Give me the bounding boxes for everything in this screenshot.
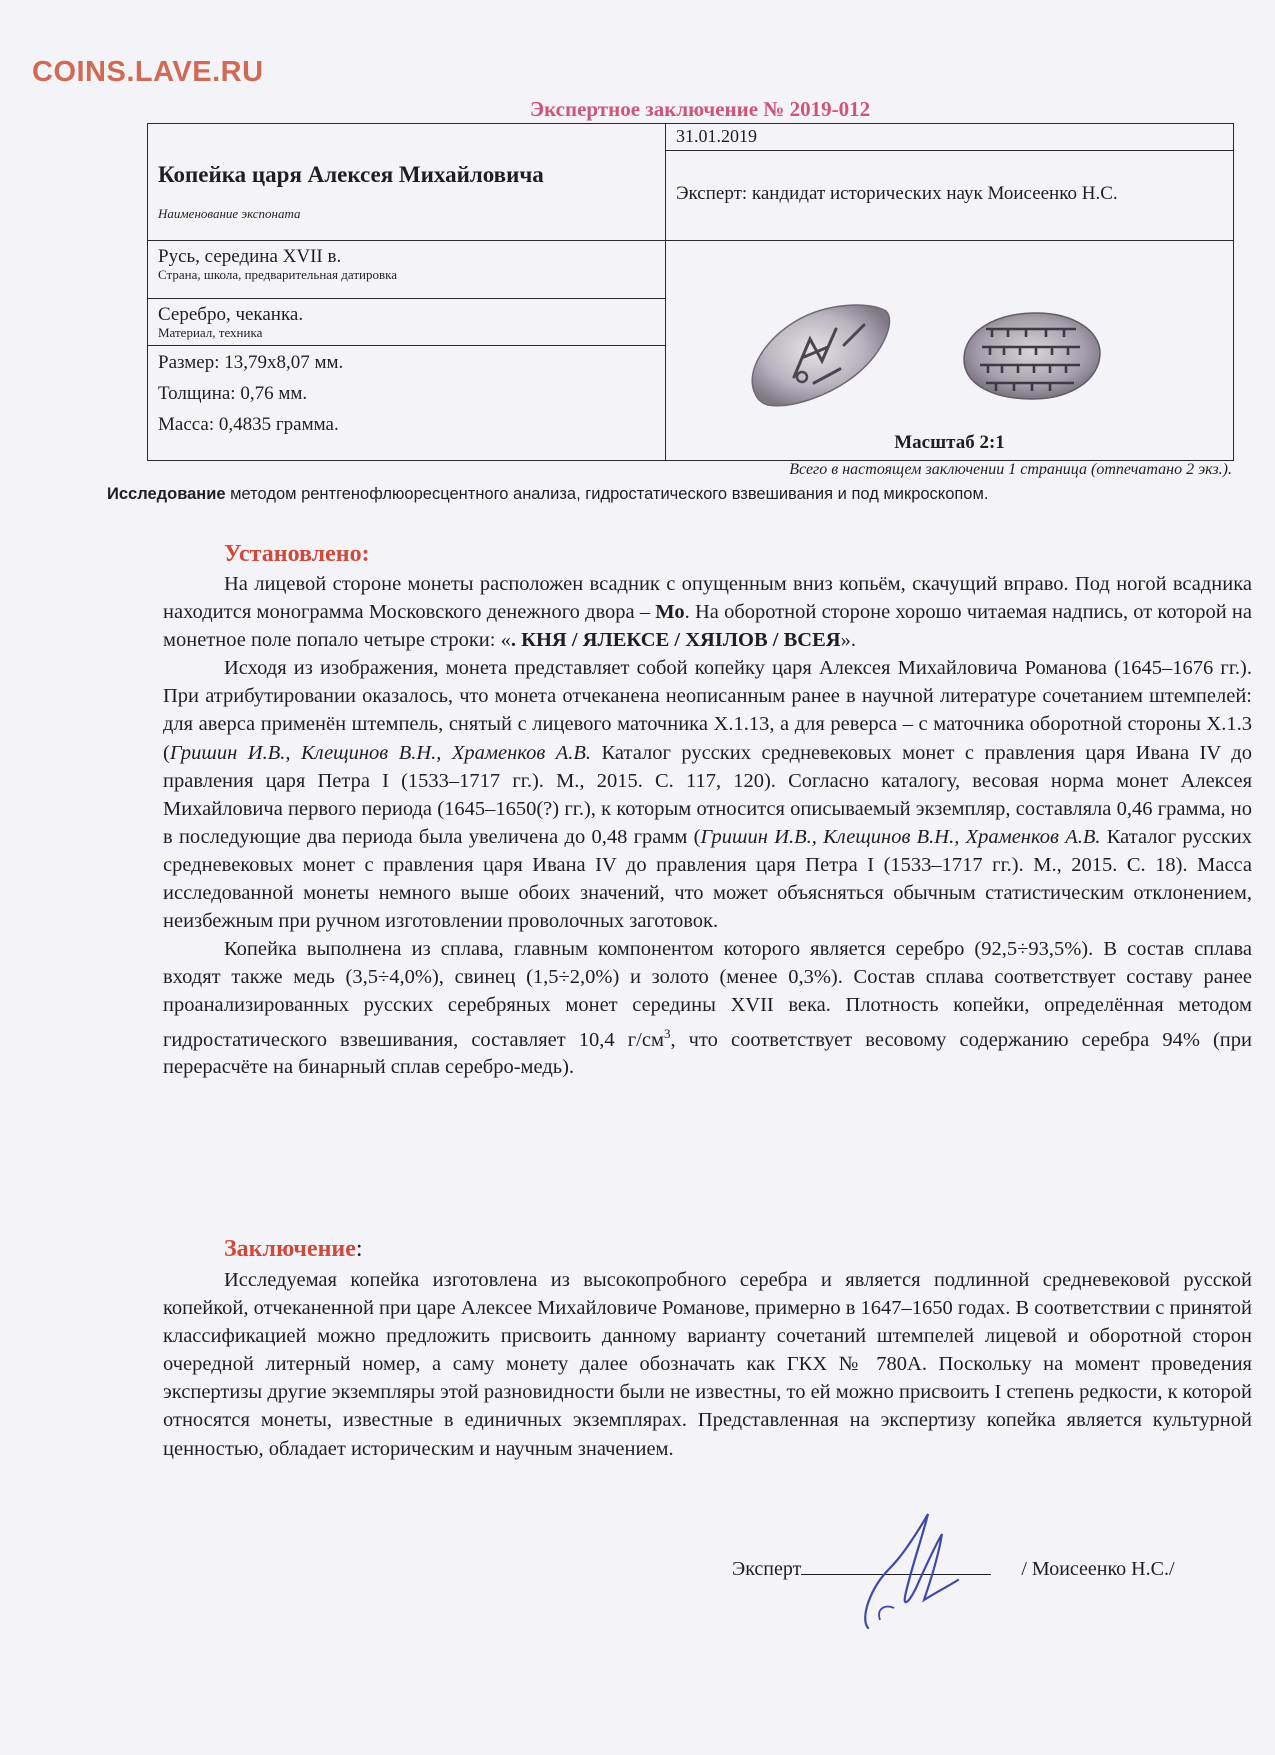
established-paragraph-3 [163,935,1252,1081]
superscript: 3 [663,1025,671,1041]
measurements-cell [148,346,666,461]
research-label: Исследование [107,485,226,503]
date-cell [666,124,1234,151]
document-title: Экспертное заключение № 2019-012 [529,97,871,121]
pages-note: Всего в настоящем заключении 1 страница (отпечатано 2 экз.). [789,461,1232,478]
origin-caption: Страна, школа, предварительная датировка [158,267,397,282]
signature-label: Эксперт [732,1558,802,1580]
mint-monogram: Мо [655,601,685,624]
text-run: Каталог русских средневековых монет с правления царя Ивана IV до правления царя Петра I (1533–1717 гг.). М., 2015. С. 18). Масса исследованной монеты немного выше обоих значений, что может объясняться обычным статистическим отклонением, неизбежным при ручном изготовлении проволочных заготовок. [163,825,1252,933]
established-paragraph-1 [163,570,1252,654]
citation-authors: Гришин И.В., Клещинов В.Н., Храменков А.В. [169,741,592,764]
text-run: Исходя из изображения, монета представляет собой копейку царя Алексея Михайловича Романова (1645–1676 гг.). При атрибутировании оказалось, что монета отчеканена неописанным ранее в научной литературе сочетанием штемпелей: для аверса применён штемпель, снятый с лицевого маточника Х.1.13, а для реверса – с маточника оборотной стороны Х.1.3 ( [163,657,1252,764]
exhibit-name: Копейка царя Алексея Михайловича [158,162,544,187]
material-caption: Материал, техника [158,325,263,340]
established-body [163,570,1252,1082]
research-text: методом рентгенофлюоресцентного анализа, гидростатического взвешивания и под микроскопом. [225,485,989,503]
coin-legend: . КНЯ / ЯЛЕКСЕ / ХЯІЛОВ / ВСЕЯ [510,629,841,652]
mass-value: Масса: 0,4835 грамма. [158,414,339,435]
signer-name: / Моисеенко Н.С./ [1021,1558,1175,1580]
conclusion-heading-text: Заключение [224,1236,356,1262]
watermark-text: COINS.LAVE.RU [32,56,264,88]
exhibit-caption: Наименование экспоната [158,206,301,221]
text-run: , что соответствует весовому содержанию серебра 94% (при перерасчёте на бинарный сплав серебро-медь). [163,1028,1252,1079]
thickness-value: Толщина: 0,76 мм. [158,383,308,404]
conclusion-colon: : [355,1236,363,1262]
material-value: Серебро, чеканка. [158,304,304,325]
origin-cell [148,241,666,299]
text-run: Копейка выполнена из сплава, главным компонентом которого является серебро (92,5÷93,5%). В состав сплава входят также медь (3,5÷4,0%), свинец (1,5÷2,0%) и золото (менее 0,3%). Состав сплава соответствует составу ранее проанализированных русских серебряных монет середины XVII века. Плотность копейки, определённая методом гидростатического взвешивания, составляет 10,4 г/см [163,938,1252,1051]
conclusion-paragraph: Исследуемая копейка изготовлена из высокопробного серебра и является подлинной средневековой русской копейкой, отчеканенной при царе Алексее Михайловиче Романове, примерно в 1647–1650 годах. В соответствии с принятой классификацией можно предложить присвоить данному варианту сочетаний штемпелей лицевой и оборотной сторон очередной литерный номер, а саму монету далее обозначать как ГКХ № 780А. Поскольку на момент проведения экспертизы другие экземпляры этой разновидности были не известны, то ей можно присвоить I степень редкости, к которой относятся монеты, известные в единичных экземплярах. Представленная на экспертизу копейка является культурной ценностью, обладает историческим и научным значением. [163,1269,1252,1460]
text-run: ». [840,629,856,652]
expert-credentials: Эксперт: кандидат исторических наук Моисеенко Н.С. [676,183,1118,204]
coin-photo-cell [666,241,1234,461]
exhibit-info-table [147,123,1234,461]
text-run: На лицевой стороне монеты расположен всадник с опущенным вниз копьём, скачущий вправо. Под ногой всадника находится монограмма Московского денежного двора – [163,573,1252,624]
text-run: Каталог русских средневековых монет с правления царя Ивана IV до правления царя Петра I (1533–1717 гг.). М., 2015. С. 117, 120). Согласно каталогу, весовая норма монет Алексея Михайловича первого периода (1645–1650(?) гг.), к которым относится описываемый экземпляр, составляла 0,46 грамма, но в последующие два периода была увеличена до 0,48 грамм ( [163,741,1252,848]
citation-authors: Гришин И.В., Клещинов В.Н., Храменков А.В. [700,825,1101,848]
material-cell [148,299,666,346]
size-value: Размер: 13,79х8,07 мм. [158,352,344,373]
research-method [107,485,988,504]
origin-value: Русь, середина XVII в. [158,246,342,267]
established-paragraph-2 [163,654,1252,935]
established-heading: Установлено: [224,541,370,567]
conclusion-body [163,1266,1252,1463]
coin-reverse-image [956,307,1106,403]
expert-cell [666,151,1234,241]
scale-label: Масштаб 2:1 [894,432,1005,453]
conclusion-heading [224,1236,363,1263]
text-run: . На оборотной стороне хорошо читаемая надпись, от которой на монетное поле попало четыре строки: « [163,601,1252,652]
report-date: 31.01.2019 [676,126,757,146]
handwritten-signature [850,1508,960,1638]
coin-obverse-image [744,299,896,411]
exhibit-name-cell [148,124,666,241]
